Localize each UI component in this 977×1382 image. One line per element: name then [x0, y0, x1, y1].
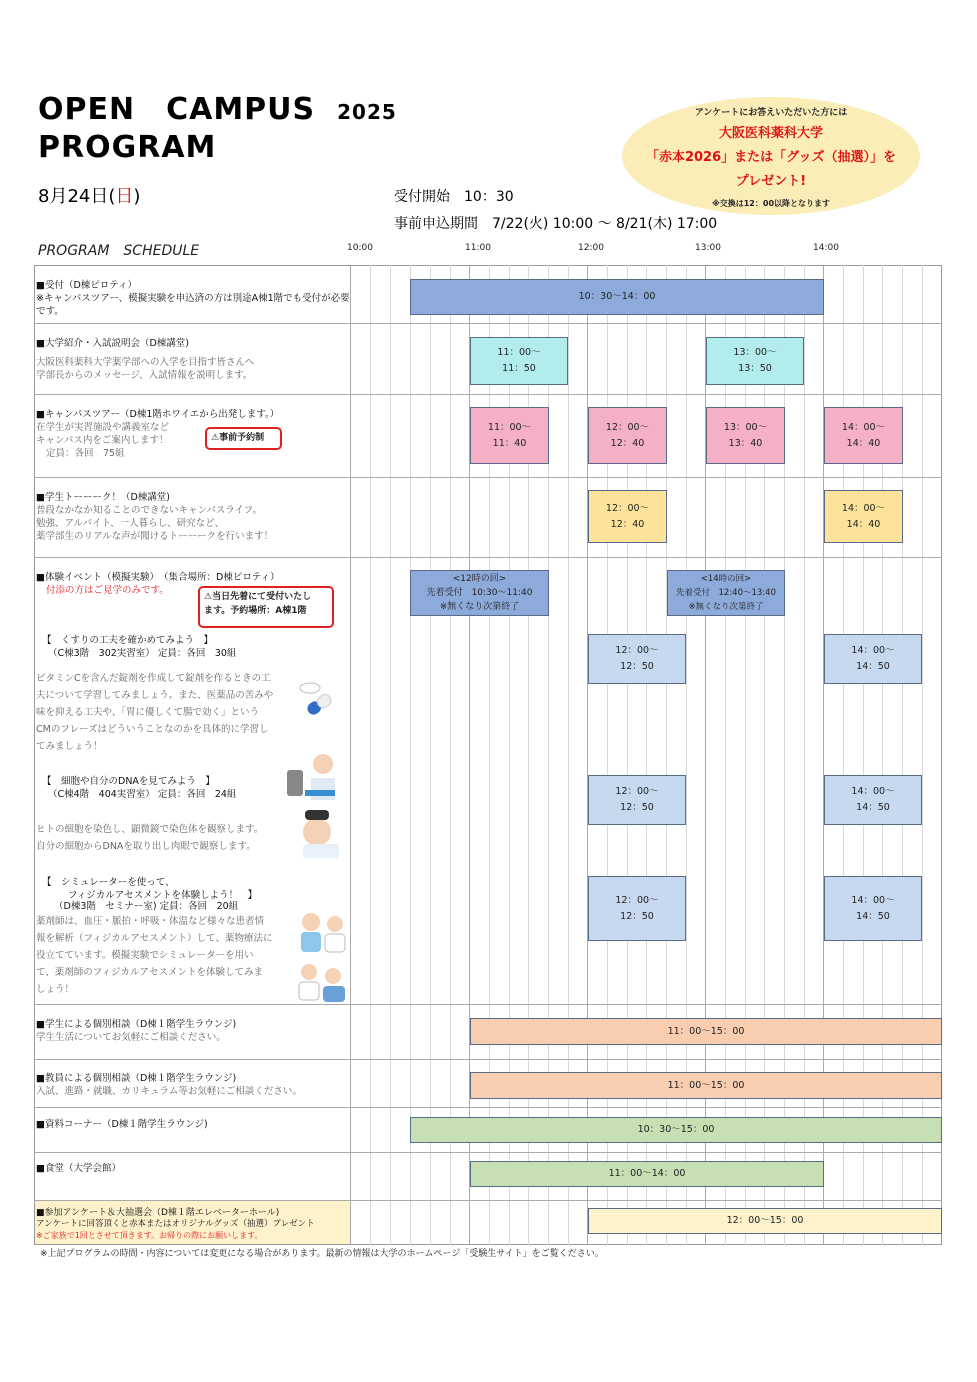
row-divider — [34, 477, 942, 478]
grid-line — [410, 265, 411, 1245]
experiment-1: 【 くすりの工夫を確かめてみよう 】 （C棟3階 302実習室） 定員：各回 30組 ビタミンCを含んだ錠剤を作成して錠剤を作るときの工 夫について学習してみましょう。また、医薬品の苦みや 味を抑える工夫や、「胃に優しくて腸で効く」という CMのフレーズはどういうことなのかを具体的に学習し てみましょう！ — [36, 634, 350, 755]
slot-entry-12: <12時の回> 先着受付 10:30～11:40 ※無くなり次第終了 — [410, 570, 549, 616]
slot-tour-3: 13：00～ 13：40 — [706, 407, 785, 464]
row-talk-label: ■学生トーーーク！（D棟講堂) 普段なかなか知ることのできないキャンパスライフ。 勉強、アルバイト、一人暮らし、研究など、 薬学部生のリアルな声が聞けるトーーークを行います！ — [36, 492, 274, 542]
row-student-consult-label: ■学生による個別相談（D棟１階学生ラウンジ) 学生生活についてお気軽にご相談ください。 — [36, 1019, 237, 1043]
slot-exp3-14: 14：00～ 14：50 — [824, 876, 922, 941]
grid-line — [390, 265, 391, 1245]
slot-exp1-14: 14：00～ 14：50 — [824, 634, 922, 684]
slot-tour-1: 11：00～ 11：40 — [470, 407, 549, 464]
slot-intro-2: 13：00～ 13：50 — [706, 337, 804, 385]
slot-tour-2: 12：00～ 12：40 — [588, 407, 667, 464]
slot-talk-1: 12：00～ 12：40 — [588, 490, 667, 543]
grid-line — [430, 265, 431, 1245]
title-year: 2025 — [337, 100, 397, 124]
row-tour-label: ■キャンパスツアー（D棟1階ホワイエから出発します。） 在学生が実習施設や講義室など キャンパス内をご案内します！ 定員：各回 75組 — [36, 409, 280, 459]
slot-entry-14: <14時の回> 先着受付 12:40～13:40 ※無くなり次第終了 — [667, 570, 785, 616]
slot-exp2-14: 14：00～ 14：50 — [824, 775, 922, 825]
slot-intro-1: 11：00～ 11：50 — [470, 337, 568, 385]
slot-tour-4: 14：00～ 14：40 — [824, 407, 903, 464]
physical-assessment-illustration — [297, 910, 349, 1002]
row-survey-label: ■参加アンケート＆大抽選会（D棟１階エレベーターホール) アンケートに回答頂くと赤本またはオリジナルグッズ（抽選）プレゼント ※ご家族で1回とさせて頂きます。お帰りの際にお願いします。 — [36, 1208, 315, 1240]
row-faculty-consult-label: ■教員による個別相談（D棟１階学生ラウンジ) 入試、進路・就職、カリキュラム等お気軽にご相談ください。 — [36, 1073, 302, 1097]
time-label: 11:00 — [465, 243, 491, 253]
time-label: 10:00 — [347, 243, 373, 253]
grid-line — [450, 265, 451, 1245]
same-day-badge: ⚠当日先着にて受付いたし ます。予約場所：A棟1階 — [198, 586, 334, 628]
slot-student-consult: 11：00～15：00 — [470, 1018, 942, 1045]
title-line2: PROGRAM — [38, 130, 217, 165]
experiment-1-desc: ビタミンCを含んだ錠剤を作成して錠剤を作るときの工 夫について学習してみましょう。また、医薬品の苦みや 味を抑える工夫や、「胃に優しくて腸で効く」という CMのフレーズはどういうことなのかを具体的に学習し てみましょう！ — [36, 673, 274, 752]
time-label: 14:00 — [813, 243, 839, 253]
title-line1: OPEN CAMPUS — [38, 92, 316, 127]
reception-start: 受付開始 10：30 — [394, 189, 514, 205]
row-divider — [34, 323, 942, 324]
row-divider — [34, 394, 942, 395]
row-divider — [34, 1004, 942, 1005]
experiment-3-desc: 薬剤師は、血圧・脈拍・呼吸・体温など様々な患者情 報を解析（フィジカルアセスメント）して、薬物療法に 役立てています。模擬実験でシミュレーターを用い て、薬剤師のフィジカルアセスメントを体験してみま しょう！ — [36, 916, 273, 995]
schedule-label: PROGRAM SCHEDULE — [38, 243, 200, 259]
page-title — [38, 92, 397, 166]
row-materials-label: ■資料コーナー（D棟１階学生ラウンジ) — [36, 1119, 208, 1130]
row-divider — [34, 1107, 942, 1108]
time-label: 12:00 — [578, 243, 604, 253]
slot-cafeteria: 11：00～14：00 — [470, 1161, 824, 1187]
experiment-2-desc: ヒトの細胞を染色し、顕微鏡で染色体を観察します。 自分の細胞からDNAを取り出し肉眼で観察します。 — [36, 824, 264, 852]
slot-reception: 10：30～14：00 — [410, 279, 824, 315]
slot-exp2-12: 12：00～ 12：50 — [588, 775, 686, 825]
row-divider — [34, 1152, 942, 1153]
footer-note: ※上記プログラムの時間・内容については変更になる場合があります。最新の情報は大学のホームページ「受験生サイト」をご覧ください。 — [40, 1249, 604, 1259]
row-reception-label: ■受付（D棟ピロティ） ※キャンパスツアー、模擬実験を申込済の方は別途A棟1階でも受付が必要です。 — [36, 280, 350, 317]
microscope-illustration — [283, 750, 343, 860]
slot-materials: 10：30～15：00 — [410, 1117, 942, 1143]
slot-talk-2: 14：00～ 14：40 — [824, 490, 903, 543]
experiment-3: 【 シミュレーターを使って、 フィジカルアセスメントを体験しよう！ 】 （D棟3階 セミナー室) 定員：各回 20組 薬剤師は、血圧・脈拍・呼吸・体温など様々な患者情 報を解析（フィジカルアセスメント）して、薬物療法に 役立てています。模擬実験でシミュレーターを用い て、薬剤師のフィジカルアセスメントを体験してみま しょう！ — [36, 876, 350, 998]
preregistration-period: 事前申込期間 7/22(火) 10:00 ～ 8/21(木) 17:00 — [394, 216, 718, 232]
present-bubble: アンケートにお答えいただいた方には 大阪医科薬科大学 「赤本2026」または「グッズ（抽選）」を プレゼント! ※交換は12：00以降となります — [622, 97, 920, 215]
row-experiment-label: ■体験イベント（模擬実験） （集合場所：D棟ピロティ） 付添の方はご見学のみです。 — [36, 572, 280, 596]
row-divider — [34, 1059, 942, 1060]
row-intro-label: ■大学紹介・入試説明会（D棟講堂) 大阪医科薬科大学薬学部への入学を目指す皆さんへ 学部長からのメッセージ、入試情報を説明します。 — [36, 338, 255, 381]
tablet-capsule-illustration — [298, 680, 338, 716]
experiment-2: 【 細胞や自分のDNAを見てみよう 】 （C棟4階 404実習室） 定員：各回 24組 ヒトの細胞を染色し、顕微鏡で染色体を観察します。 自分の細胞からDNAを取り出し肉眼で観察します。 — [36, 775, 350, 855]
slot-faculty-consult: 11：00～15：00 — [470, 1072, 942, 1099]
grid-line — [370, 265, 371, 1245]
row-divider — [34, 557, 942, 558]
slot-exp3-12: 12：00～ 12：50 — [588, 876, 686, 941]
event-date: 8月24日(日) — [38, 186, 141, 207]
slot-exp1-12: 12：00～ 12：50 — [588, 634, 686, 684]
reservation-badge: ⚠事前予約制 — [205, 427, 282, 450]
row-cafeteria-label: ■食堂（大学会館） — [36, 1163, 121, 1174]
time-label: 13:00 — [695, 243, 721, 253]
grid-line — [350, 265, 351, 1245]
slot-survey: 12：00～15：00 — [588, 1208, 942, 1234]
